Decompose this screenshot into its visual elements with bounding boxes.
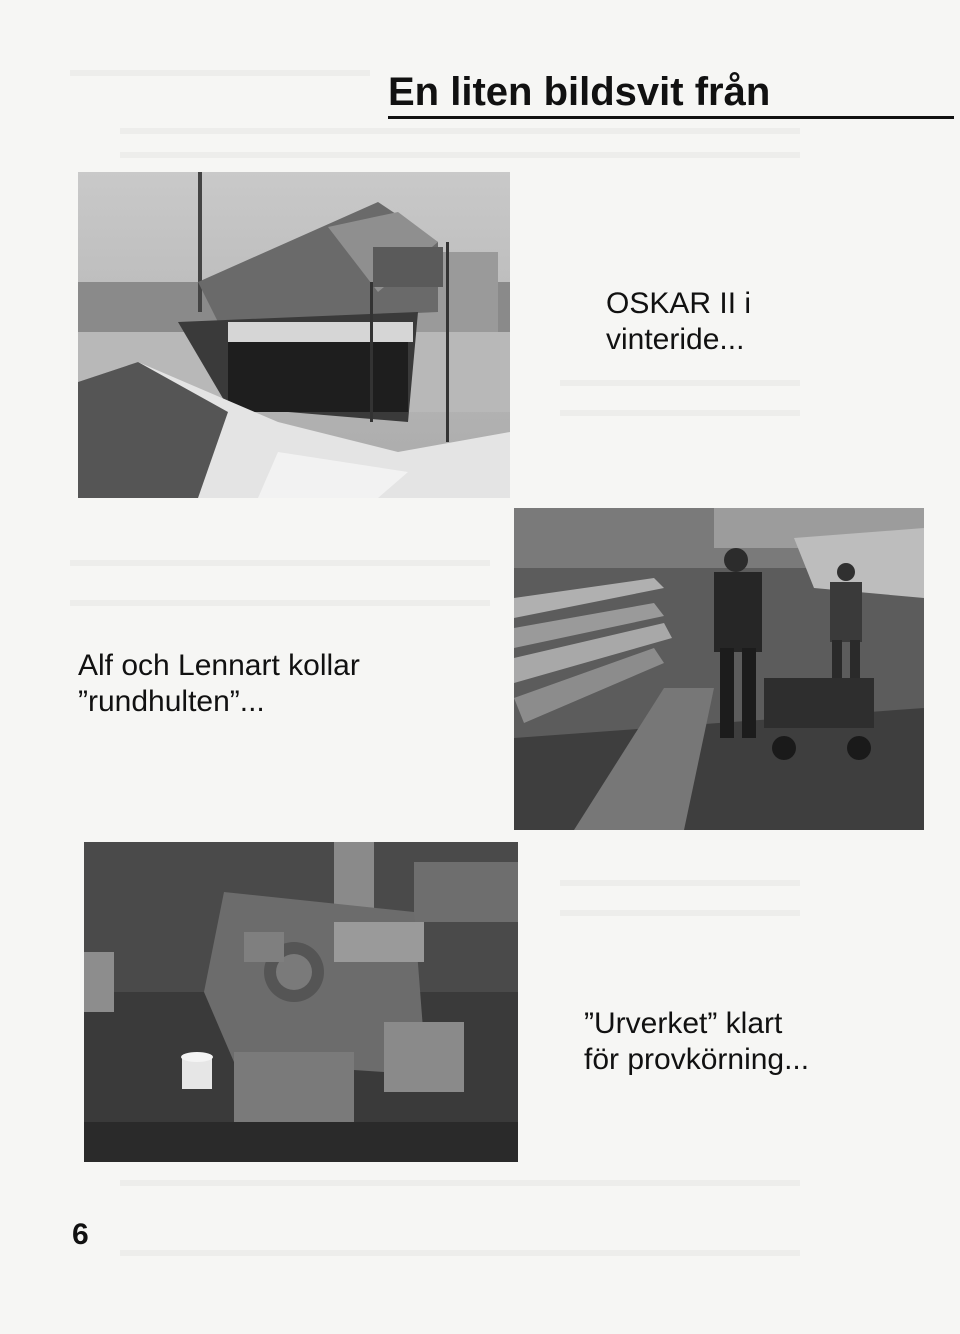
caption-line: Alf och Lennart kollar [78,649,360,682]
page-number: 6 [72,1218,89,1251]
bleed-through [120,128,800,134]
bleed-through [120,1180,800,1186]
bleed-through [560,880,800,886]
engine-photo-graphic [84,842,518,1162]
caption-engine [584,1006,809,1078]
bleed-through [120,1250,800,1256]
caption-boat [606,286,751,358]
bleed-through [560,410,800,416]
photo-engine [84,842,518,1162]
caption-line: ”Urverket” klart [584,1007,783,1040]
caption-line: vinteride... [606,323,745,356]
caption-line: ”rundhulten”... [78,685,265,718]
caption-line: OSKAR II i [606,287,752,320]
workshop-photo-graphic [514,508,924,830]
photo-workshop-masts [514,508,924,830]
bleed-through [70,70,370,76]
caption-workshop [78,648,360,720]
bleed-through [560,380,800,386]
boat-photo-graphic [78,172,510,498]
page-title: En liten bildsvit från [388,68,954,119]
photo-boat-winter [78,172,510,498]
caption-line: för provkörning... [584,1043,810,1076]
bleed-through [70,600,490,606]
bleed-through [70,560,490,566]
bleed-through [120,152,800,158]
bleed-through [560,910,800,916]
